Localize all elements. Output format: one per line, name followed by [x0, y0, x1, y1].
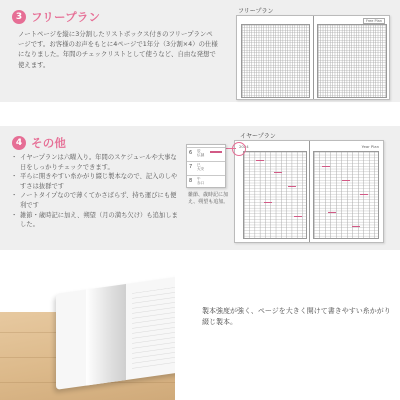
section-header — [12, 9, 100, 25]
notebook-photo — [0, 272, 175, 400]
callout-highlight-circle — [232, 142, 246, 156]
inset-row — [187, 161, 225, 171]
schedule-mark — [256, 160, 264, 161]
notebook-page-lines — [132, 285, 175, 369]
free-plan-thumbnail — [236, 6, 400, 100]
year-label: 2024 — [239, 144, 249, 149]
section-number-badge: 3 — [12, 10, 26, 24]
notebook-spread-image — [234, 140, 384, 243]
schedule-mark — [294, 216, 302, 217]
notebook-spread-image — [236, 15, 390, 100]
schedule-mark — [360, 194, 368, 195]
schedule-mark — [328, 212, 336, 213]
inset-day-note: 辰 仏滅 — [197, 149, 205, 157]
feature-list-item: ・ イヤープランは六曜入り。年間のスケジュールや大事な日をしっかりチェックできます。 — [12, 153, 180, 172]
binding-description: 製本強度が強く、ページを大きく開けて書きやすい糸かがり綴じ製本。 — [202, 307, 391, 326]
inset-day-number: 8 — [189, 178, 193, 184]
inset-day-note: 午 赤口 — [197, 177, 205, 185]
left-page-grid — [241, 24, 310, 98]
inset-row — [187, 175, 225, 185]
schedule-mark — [274, 172, 282, 173]
section-header — [12, 135, 66, 151]
section-number-badge: 4 — [12, 136, 26, 150]
inset-day-note: 巳 大安 — [197, 163, 205, 171]
inset-row — [187, 147, 225, 157]
year-plan-thumbnail — [186, 126, 400, 250]
section-description: ノートページを縦に3分割したリストボックス付きのフリープランページです。お客様のお声をもとに4ページで1年分（3分割×4）の仕様になりました。年間のチェックリストとして使うなど、自由な発想で使えます。 — [18, 30, 218, 69]
schedule-mark — [352, 226, 360, 227]
notebook-spine — [309, 141, 310, 242]
section-title: その他 — [31, 136, 67, 150]
right-page-grid — [313, 151, 379, 239]
inset-day-number: 7 — [189, 164, 193, 170]
open-notebook — [56, 274, 175, 390]
zoom-inset — [186, 144, 226, 188]
feature-list-item: ・ ノートタイプなので薄くてかさばらず、持ち運びにも便利です — [12, 191, 180, 210]
section-other — [0, 126, 400, 250]
section-title: フリープラン — [31, 10, 101, 24]
notebook-binding — [86, 284, 126, 386]
feature-list — [12, 153, 180, 230]
feature-list-item: ・ 平らに開きやすい糸かがり綴じ製本なので、記入のしやすさは抜群です — [12, 172, 180, 191]
schedule-mark — [342, 180, 350, 181]
feature-list-item: ・ 雑節・歳時記に加え、朔望（月の満ち欠け）も追加しました。 — [12, 211, 180, 230]
thumbnail-label: フリープラン — [238, 8, 274, 15]
section-free-plan — [0, 0, 400, 102]
page-header-label: Free Plan — [363, 18, 385, 24]
inset-caption: 雑節、歳時記に加え、朔望も追加。 — [188, 192, 229, 205]
schedule-mark — [264, 202, 272, 203]
thumbnail-label: イヤープラン — [240, 133, 276, 140]
inset-day-number: 6 — [189, 150, 193, 156]
notebook-spine — [313, 16, 314, 99]
schedule-mark — [210, 151, 222, 153]
right-page-grid — [317, 24, 387, 98]
page-header-label: Year Plan — [361, 144, 379, 149]
schedule-mark — [288, 186, 296, 187]
left-page-grid — [243, 151, 307, 239]
schedule-mark — [322, 166, 330, 167]
